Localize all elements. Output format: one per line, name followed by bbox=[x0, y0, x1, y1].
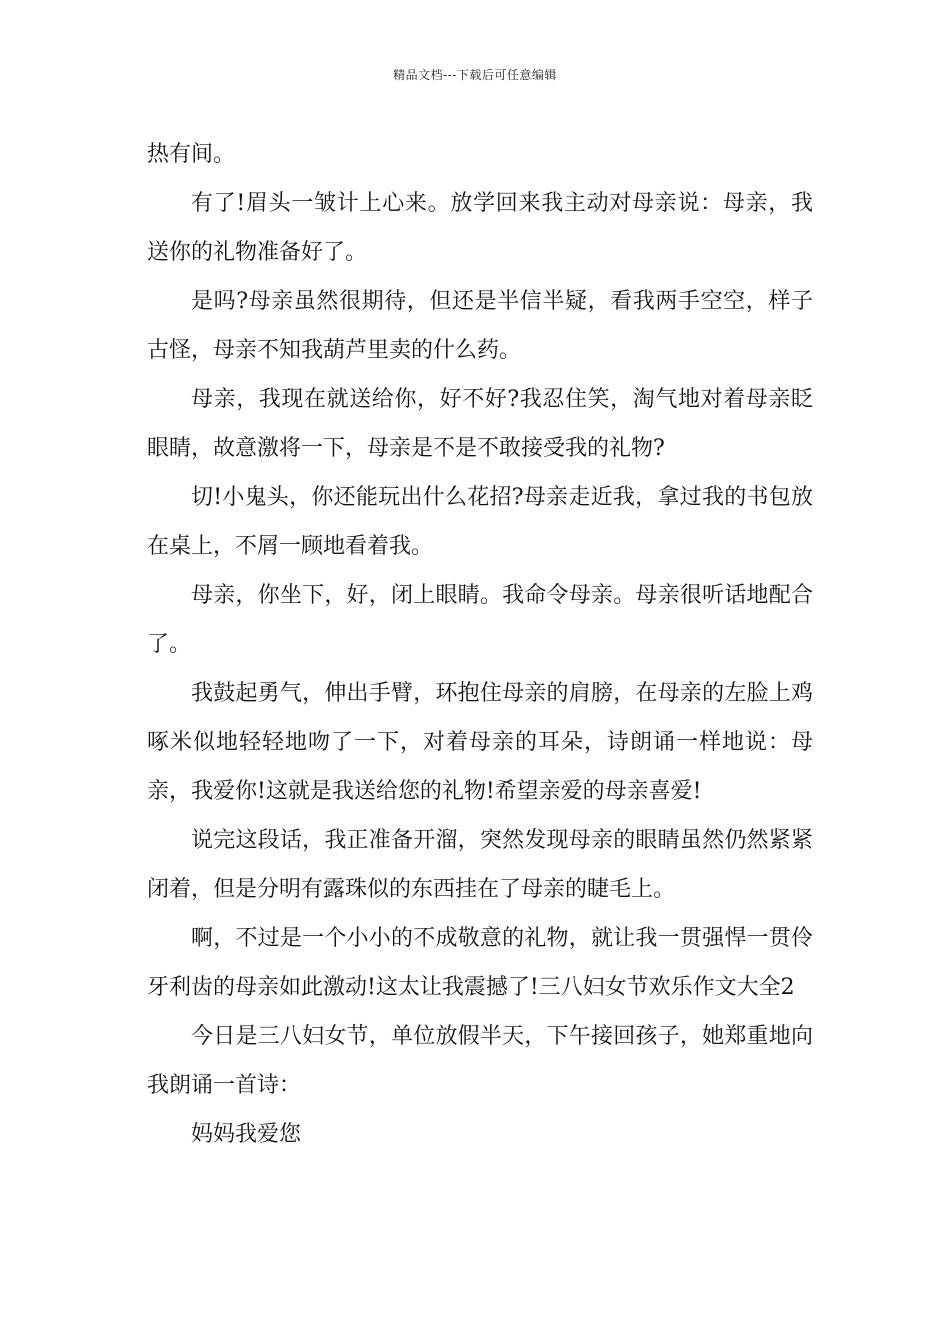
paragraph-9: 啊，不过是一个小小的不成敬意的礼物，就让我一贯强悍一贯伶牙利齿的母亲如此激动!这太让我震撼了!三八妇女节欢乐作文大全2 bbox=[147, 926, 813, 1000]
paragraph-5: 切!小鬼头，你还能玩出什么花招?母亲走近我，拿过我的书包放在桌上，不屑一顾地看着我。 bbox=[147, 485, 813, 559]
paragraph-11: 妈妈我爱您 bbox=[191, 1122, 302, 1147]
paragraph-2: 有了!眉头一皱计上心来。放学回来我主动对母亲说：母亲，我送你的礼物准备好了。 bbox=[147, 191, 813, 265]
page-header: 精品文档---下载后可任意编辑 bbox=[393, 68, 557, 82]
paragraph-7: 我鼓起勇气，伸出手臂，环抱住母亲的肩膀，在母亲的左脸上鸡啄米似地轻轻地吻了一下，对着母亲的耳朵，诗朗诵一样地说：母亲，我爱你!这就是我送给您的礼物!希望亲爱的母亲喜爱! bbox=[147, 681, 813, 804]
paragraph-4: 母亲，我现在就送给你，好不好?我忍住笑，淘气地对着母亲眨眼睛，故意激将一下，母亲是不是不敢接受我的礼物? bbox=[147, 387, 813, 461]
paragraph-3: 是吗?母亲虽然很期待，但还是半信半疑，看我两手空空，样子古怪，母亲不知我葫芦里卖的什么药。 bbox=[147, 289, 813, 363]
paragraph-6: 母亲，你坐下，好，闭上眼睛。我命令母亲。母亲很听话地配合了。 bbox=[147, 583, 813, 657]
paragraph-10: 今日是三八妇女节，单位放假半天，下午接回孩子，她郑重地向我朗诵一首诗： bbox=[147, 1024, 813, 1098]
document-body bbox=[147, 130, 813, 1159]
paragraph-1: 热有间。 bbox=[147, 142, 236, 167]
paragraph-8: 说完这段话，我正准备开溜，突然发现母亲的眼睛虽然仍然紧紧闭着，但是分明有露珠似的东西挂在了母亲的睫毛上。 bbox=[147, 828, 813, 902]
